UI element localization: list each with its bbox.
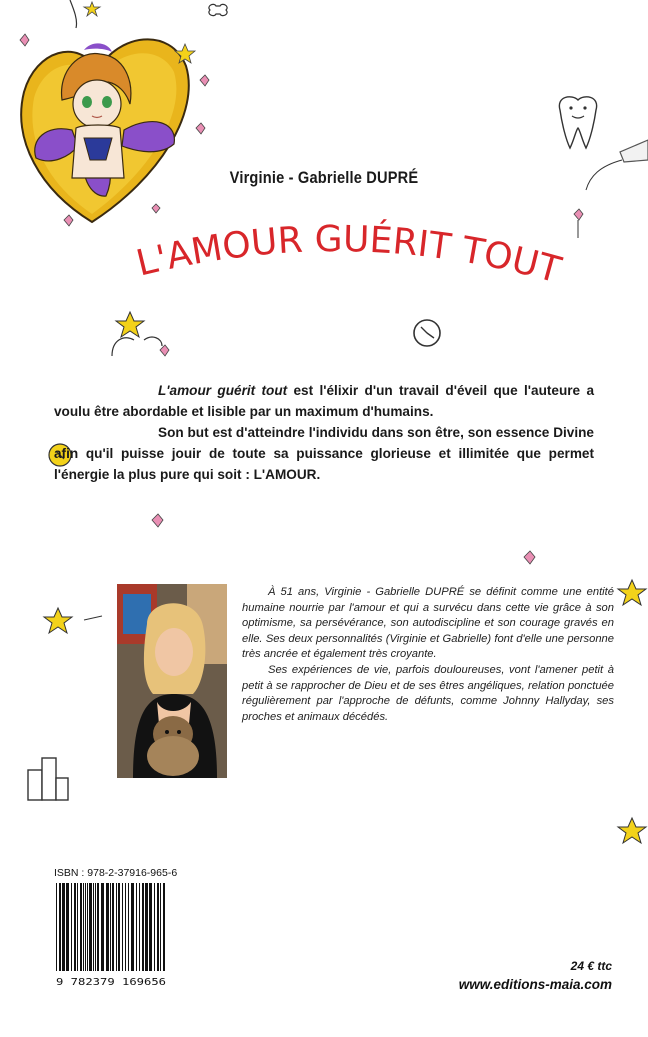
barcode-bar	[116, 883, 117, 971]
podium-illustration	[28, 758, 68, 800]
barcode-bar	[66, 883, 69, 971]
barcode-bar	[118, 883, 120, 971]
barcode-bar	[145, 883, 148, 971]
blurb-paragraph-1	[54, 380, 594, 422]
isbn-label: ISBN : 978-2-37916-965-6	[54, 867, 178, 879]
book-title	[120, 200, 600, 310]
back-cover-blurb	[54, 380, 594, 485]
star-left	[44, 608, 102, 633]
heart-icon-mid-left	[152, 514, 163, 527]
barcode-bar	[149, 883, 152, 971]
barcode-bar	[89, 883, 92, 971]
star-bottom-right	[618, 818, 646, 843]
clock-icon	[414, 320, 440, 346]
star-right	[618, 580, 646, 605]
pencil-icon	[620, 140, 648, 162]
barcode-bar	[106, 883, 109, 971]
blurb-paragraph-2: Son but est d'atteindre l'individu dans son être, son essence Divine afin qu'il puisse jouir de toute sa puissance glorieuse et illimitée que permet l'énergie la plus pure qui soit : L'AMOUR.	[54, 425, 594, 482]
barcode-bar	[87, 883, 88, 971]
barcode-bar	[154, 883, 155, 971]
heart-angel-illustration	[21, 39, 189, 222]
price-label: 24 € ttc	[570, 959, 612, 973]
barcode-bar	[74, 883, 76, 971]
barcode-bar	[95, 883, 96, 971]
barcode-bar	[112, 883, 114, 971]
author-photo	[117, 584, 227, 778]
blurb-p1-text: est l'élixir d'un travail d'éveil que l'auteure a voulu être abordable et lisible par un maximum d'humains.	[54, 383, 595, 419]
barcode-bar	[101, 883, 104, 971]
barcode-bar	[131, 883, 134, 971]
barcode-digits: 9 782379 169656	[56, 977, 166, 988]
barcode	[54, 879, 168, 989]
barcode-bar	[77, 883, 78, 971]
barcode-bar	[128, 883, 129, 971]
barcode-bar	[160, 883, 161, 971]
bone-icon	[209, 4, 227, 15]
publisher-website: www.editions-maia.com	[458, 977, 612, 992]
bio-paragraph-1: À 51 ans, Virginie - Gabrielle DUPRÉ se définit comme une entité humaine nourrie par l'amour et qui a survécu dans cette vie grâce à son optimisme, sa persévérance, son autodiscipline et son courage gravés en elle. Ses deux personnalités (Virginie et Gabrielle) font d'elle une personne très ancrée et également très croyante.	[242, 586, 614, 661]
barcode-bar	[157, 883, 159, 971]
barcode-bar	[163, 883, 165, 971]
star-swirl-left	[112, 312, 169, 356]
bio-paragraph-2: Ses expériences de vie, parfois douloureuses, vont l'amener petit à petit à se rapprocher de Dieu et de ses êtres angéliques, relation ponctuée régulièrement par l'approche de défunts, comme Johnny Hallyday, ses proches et animaux décédés.	[242, 663, 614, 723]
author-biography	[242, 585, 614, 725]
barcode-bar	[85, 883, 86, 971]
barcode-bars	[56, 883, 165, 971]
book-title-text: L'AMOUR GUÉRIT TOUT	[132, 219, 565, 292]
barcode-bar	[56, 883, 57, 971]
barcode-bar	[125, 883, 126, 971]
heart-icon-mid-right	[524, 551, 535, 564]
blurb-title-em: L'amour guérit tout	[158, 383, 288, 398]
barcode-bar	[139, 883, 140, 971]
svg-text:L'AMOUR GUÉRIT TOUT	[133, 219, 566, 292]
author-name: Virginie - Gabrielle DUPRÉ	[229, 168, 419, 187]
tooth-character-illustration	[559, 97, 596, 148]
barcode-bar	[93, 883, 94, 971]
barcode-bar	[80, 883, 82, 971]
barcode-bar	[122, 883, 123, 971]
barcode-bar	[59, 883, 61, 971]
barcode-bar	[83, 883, 84, 971]
barcode-bar	[142, 883, 144, 971]
barcode-bar	[110, 883, 111, 971]
barcode-bar	[71, 883, 72, 971]
barcode-bar	[136, 883, 137, 971]
barcode-bar	[97, 883, 99, 971]
barcode-bar	[62, 883, 65, 971]
